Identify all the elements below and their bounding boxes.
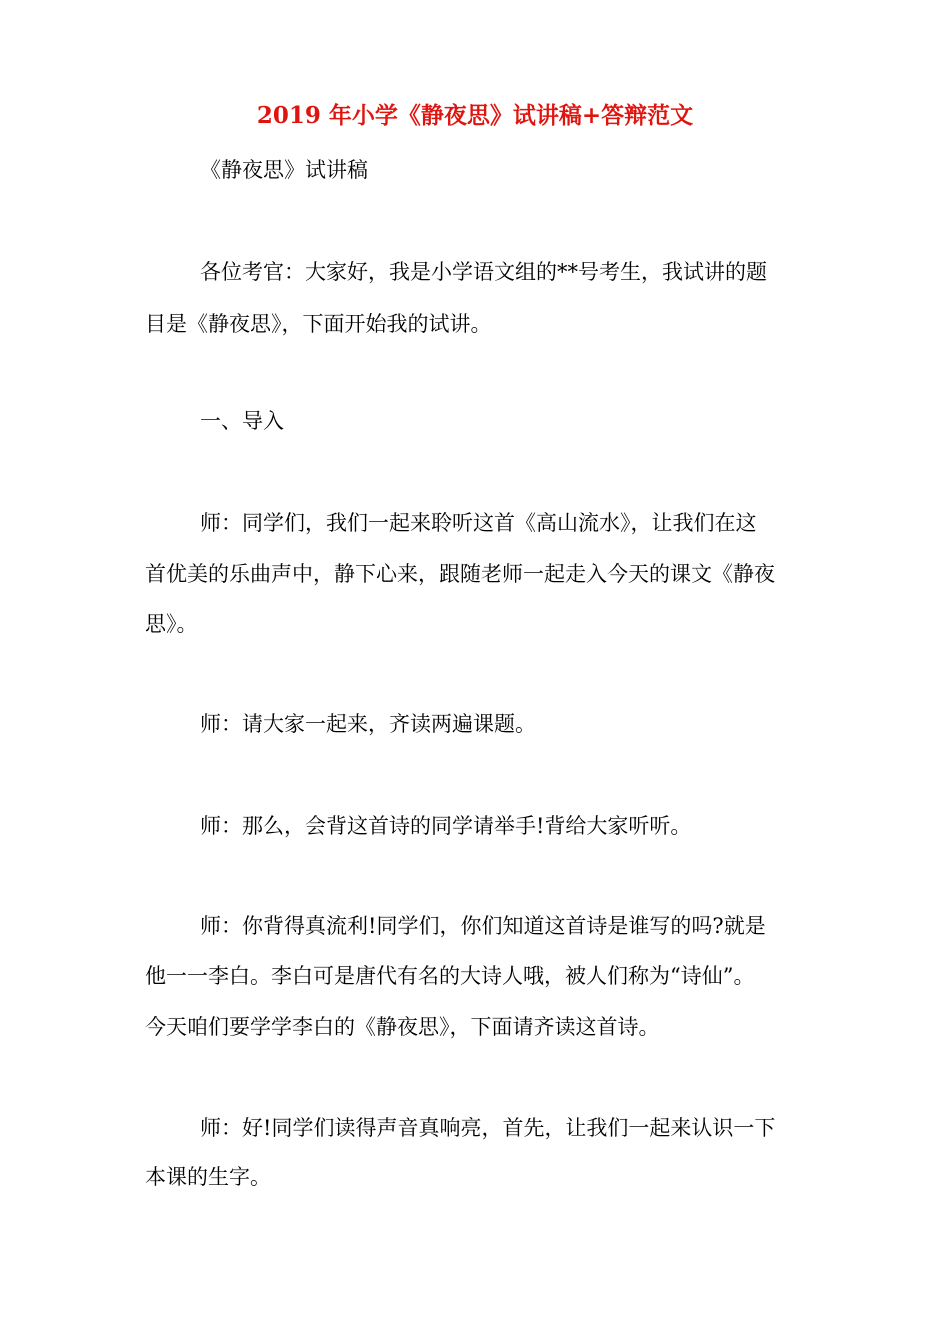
document-title: 2019 年小学《静夜思》试讲稿+答辩范文 [256,102,694,129]
paragraph-line: 今天咱们要学学李白的《静夜思》，下面请齐读这首诗。 [145,1015,660,1039]
paragraph-line: 师：你背得真流利!同学们，你们知道这首诗是谁写的吗?就是 [200,914,766,938]
paragraph-line: 他一一李白。李白可是唐代有名的大诗人哦，被人们称为“诗仙”。 [145,964,755,988]
paragraph-line: 本课的生字。 [145,1165,271,1189]
document-subtitle: 《静夜思》试讲稿 [200,158,368,182]
paragraph-line: 目是《静夜思》，下面开始我的试讲。 [145,312,492,336]
paragraph-line: 师：同学们，我们一起来聆听这首《高山流水》，让我们在这 [200,511,757,535]
paragraph-line: 师：请大家一起来，齐读两遍课题。 [200,712,536,736]
paragraph-line: 师：那么，会背这首诗的同学请举手!背给大家听听。 [200,814,692,838]
paragraph-line: 思》。 [145,612,198,636]
paragraph-line: 各位考官：大家好，我是小学语文组的**号考生，我试讲的题 [200,260,767,284]
paragraph-line: 首优美的乐曲声中，静下心来，跟随老师一起走入今天的课文《静夜 [145,562,775,586]
section-heading: 一、导入 [200,409,284,433]
paragraph-line: 师：好!同学们读得声音真响亮，首先，让我们一起来认识一下 [200,1116,776,1140]
